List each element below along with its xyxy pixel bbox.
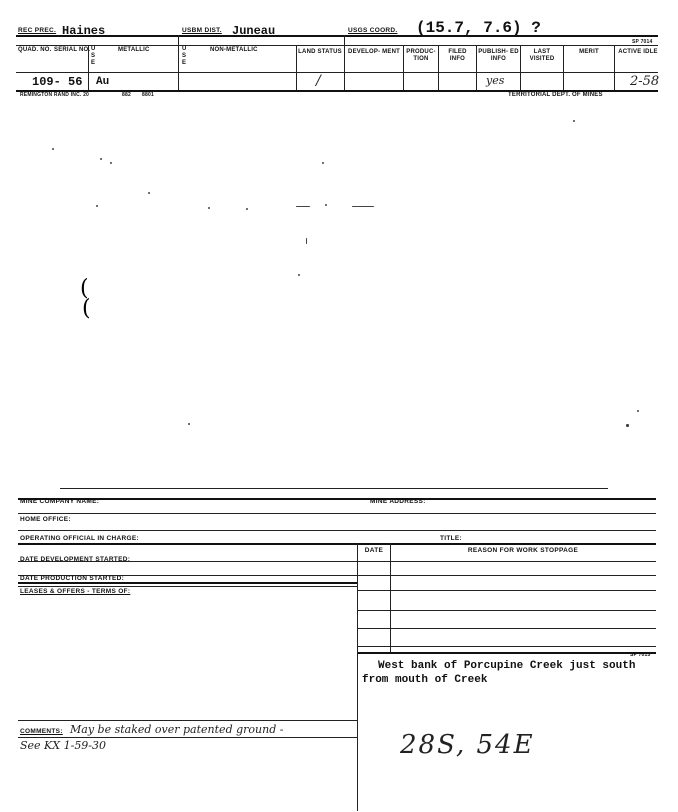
rec-prec-label: REC PREC.: [18, 27, 57, 34]
mine-company-label: MINE COMPANY NAME:: [20, 498, 100, 505]
location-description: West bank of Porcupine Creek just south from mouth of Creek: [362, 660, 636, 686]
usgs-coord-value: (15.7, 7.6) ?: [416, 19, 541, 37]
metallic-value: Au: [96, 76, 110, 88]
rec-prec-value: Haines: [62, 24, 106, 38]
bracket-mark-1: (: [80, 276, 89, 301]
operating-official-label: OPERATING OFFICIAL IN CHARGE:: [20, 535, 139, 542]
quad-label: QUAD. NO.: [18, 47, 52, 53]
land-status-value: /: [316, 73, 321, 89]
township-range-note: 28S, 54E: [400, 730, 535, 760]
comments-label: COMMENTS:: [20, 728, 63, 735]
printer-code-2: 8801: [142, 92, 154, 98]
date-column-label: DATE: [364, 547, 384, 554]
comments-line-2: See KX 1-59-30: [20, 739, 107, 752]
land-status-label: LAND STATUS: [298, 49, 342, 55]
usbm-dist-value: Juneau: [232, 24, 276, 38]
production-label: PRODUC- TION: [406, 49, 436, 62]
serial-label: SERIAL NO.: [54, 47, 91, 53]
nonmetallic-label: NON-METALLIC: [210, 47, 258, 53]
title-label: TITLE:: [440, 535, 463, 542]
bracket-mark-2: (: [82, 296, 91, 321]
comments-line-1: May be staked over patented ground -: [70, 723, 284, 736]
mine-address-label: MINE ADDRESS:: [370, 498, 426, 505]
metallic-label: METALLIC: [118, 47, 150, 53]
home-office-label: HOME OFFICE:: [20, 516, 71, 523]
form-number-top: SP 7014: [632, 39, 653, 45]
develop-label: DEVELOP- MENT: [348, 49, 400, 55]
published-info-value: yes: [486, 74, 505, 87]
active-idle-value: 2-58: [630, 74, 660, 89]
merit-label: MERIT: [579, 49, 599, 55]
usgs-coord-label: USGS COORD.: [348, 27, 398, 34]
printer-line: REMINGTON RAND INC. 20: [20, 92, 90, 98]
published-info-label: PUBLISH- ED INFO: [478, 49, 519, 62]
last-visited-label: LAST VISITED: [529, 49, 555, 62]
quad-serial-value: 109- 56: [32, 75, 83, 89]
printer-code-1: 882: [122, 92, 131, 98]
active-idle-label: ACTIVE IDLE: [618, 49, 658, 55]
dept-label: TERRITORIAL DEPT. OF MINES: [508, 92, 603, 98]
reason-stoppage-label: REASON FOR WORK STOPPAGE: [467, 547, 579, 554]
leases-offers-label: LEASES & OFFERS - TERMS OF:: [20, 588, 131, 595]
date-production-label: DATE PRODUCTION STARTED:: [20, 575, 125, 582]
use-nonmetallic-letters: U S E: [182, 46, 187, 66]
use-metallic-letters: U S E: [91, 46, 96, 66]
usbm-dist-label: USBM DIST.: [182, 27, 222, 34]
form-number-bottom: SP 7015: [630, 652, 651, 658]
filed-info-label: FILED INFO: [448, 49, 467, 62]
date-development-label: DATE DEVELOPMENT STARTED:: [20, 556, 131, 563]
